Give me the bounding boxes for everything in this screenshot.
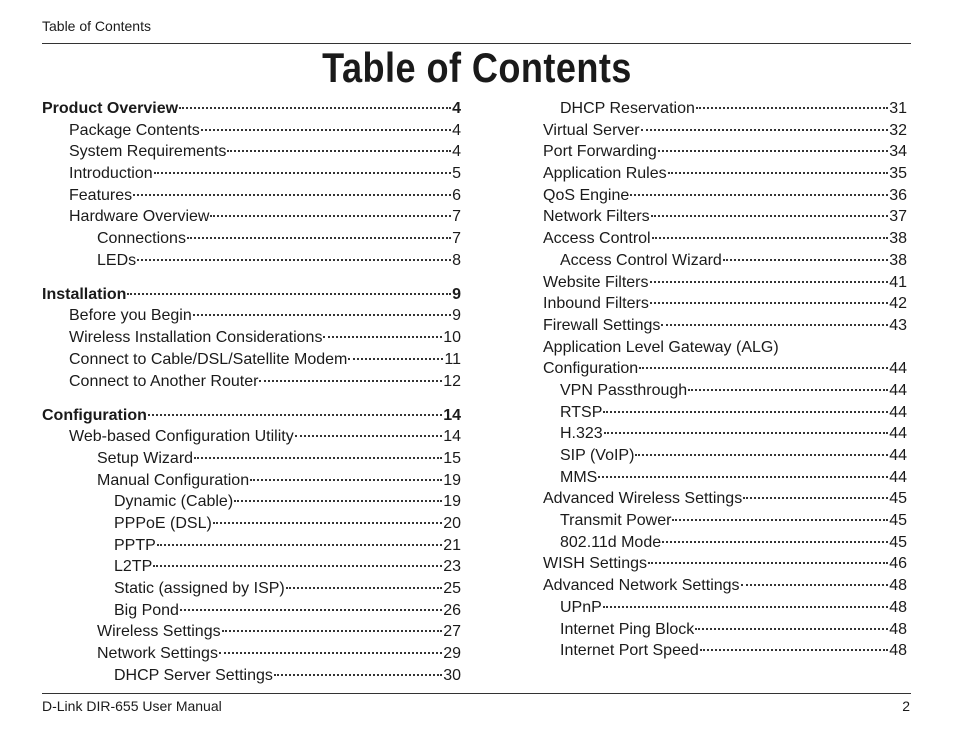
dot-leader — [153, 565, 442, 567]
dot-leader — [286, 587, 442, 589]
section-gap — [42, 392, 461, 404]
toc-entry[interactable] — [42, 513, 461, 535]
toc-entry[interactable] — [543, 402, 907, 424]
toc-entry[interactable] — [543, 553, 907, 575]
toc-entry[interactable] — [42, 448, 461, 470]
toc-entry-page: 38 — [889, 230, 907, 248]
toc-entry[interactable] — [42, 535, 461, 557]
dot-leader — [180, 609, 442, 611]
toc-entry[interactable] — [543, 163, 907, 185]
dot-leader — [250, 479, 442, 481]
toc-entry-label: DHCP Reservation — [560, 100, 695, 117]
toc-entry[interactable] — [42, 643, 461, 665]
toc-entry-label: Network Settings — [97, 645, 218, 663]
toc-entry[interactable] — [543, 380, 907, 402]
toc-entry[interactable] — [543, 488, 907, 510]
toc-entry-label: DHCP Server Settings — [114, 666, 273, 684]
dot-leader — [137, 259, 451, 261]
toc-entry-page: 9 — [452, 285, 461, 303]
toc-entry-label: Application Rules — [543, 165, 667, 183]
toc-entry-label: Connect to Cable/DSL/Satellite Modem — [69, 350, 348, 368]
toc-entry-label: Website Filters — [543, 273, 649, 291]
footer-rule — [42, 693, 911, 694]
dot-leader — [201, 129, 451, 131]
toc-entry[interactable] — [42, 327, 461, 349]
dot-leader — [348, 358, 443, 360]
dot-leader — [650, 281, 889, 283]
toc-entry-page: 10 — [443, 329, 461, 347]
dot-leader — [630, 194, 888, 196]
toc-entry-page: 12 — [443, 372, 461, 390]
footer-page-number: 2 — [902, 698, 910, 714]
toc-right-column — [543, 98, 907, 662]
toc-entry[interactable] — [543, 640, 907, 662]
toc-entry[interactable] — [543, 185, 907, 207]
toc-entry-page: 14 — [443, 406, 461, 424]
dot-leader — [604, 432, 889, 434]
toc-entry-page: 29 — [443, 645, 461, 663]
toc-entry-label: UPnP — [560, 598, 602, 616]
toc-entry-page: 41 — [889, 273, 907, 291]
toc-entry[interactable] — [543, 510, 907, 532]
dot-leader — [672, 519, 888, 521]
toc-entry[interactable] — [42, 405, 461, 427]
dot-leader — [688, 389, 888, 391]
dot-leader — [695, 628, 888, 630]
toc-entry[interactable] — [543, 120, 907, 142]
dot-leader — [668, 172, 889, 174]
toc-entry-label: Before you Begin — [69, 307, 192, 325]
toc-entry-label: Wireless Settings — [97, 623, 221, 641]
dot-leader — [603, 411, 888, 413]
toc-entry-page: 6 — [452, 186, 461, 204]
toc-entry-label: Installation — [42, 285, 127, 303]
toc-entry[interactable] — [42, 120, 461, 142]
toc-entry-page: 44 — [889, 425, 907, 443]
toc-entry-label: Inbound Filters — [543, 295, 649, 313]
footer-manual-title: D-Link DIR-655 User Manual — [42, 698, 222, 714]
toc-entry-label: Network Filters — [543, 208, 650, 226]
toc-entry[interactable] — [42, 621, 461, 643]
toc-entry[interactable] — [42, 305, 461, 327]
toc-entry-page: 20 — [443, 514, 461, 532]
toc-entry-label: Advanced Network Settings — [543, 577, 740, 595]
toc-entry-page: 7 — [452, 208, 461, 226]
toc-entry-page: 11 — [444, 350, 461, 368]
toc-entry[interactable] — [543, 575, 907, 597]
dot-leader — [222, 630, 443, 632]
toc-entry-page: 21 — [443, 536, 461, 554]
toc-entry[interactable] — [42, 185, 461, 207]
toc-entry-label: 802.11d Mode — [560, 533, 662, 551]
toc-entry[interactable] — [42, 556, 461, 578]
toc-entry[interactable] — [543, 423, 907, 445]
toc-entry-label: Access Control — [543, 230, 651, 248]
toc-entry-page: 31 — [889, 100, 907, 117]
toc-entry-page: 25 — [443, 580, 461, 598]
toc-entry-label: Package Contents — [69, 121, 200, 139]
dot-leader — [651, 215, 889, 217]
toc-entry[interactable] — [543, 619, 907, 641]
dot-leader — [219, 652, 442, 654]
toc-entry[interactable] — [543, 293, 907, 315]
dot-leader — [234, 500, 442, 502]
toc-entry-page: 48 — [889, 598, 907, 616]
toc-entry-page: 7 — [452, 230, 461, 248]
toc-entry-page: 36 — [889, 186, 907, 204]
toc-entry[interactable] — [42, 665, 461, 687]
dot-leader — [127, 293, 451, 295]
toc-entry-label: Configuration — [42, 406, 147, 424]
toc-entry-page: 30 — [443, 666, 461, 684]
toc-entry-page: 48 — [889, 642, 907, 660]
toc-entry-label: Firewall Settings — [543, 316, 661, 334]
section-gap — [42, 272, 461, 284]
toc-entry-label: Access Control Wizard — [560, 251, 722, 269]
toc-entry-page: 32 — [889, 121, 907, 139]
toc-entry-label: WISH Settings — [543, 555, 648, 573]
toc-entry-label: Virtual Server — [543, 121, 640, 139]
toc-entry[interactable] — [42, 141, 461, 163]
toc-entry-page: 35 — [889, 165, 907, 183]
toc-entry[interactable] — [42, 284, 461, 306]
toc-entry-page: 48 — [889, 577, 907, 595]
toc-entry[interactable] — [42, 206, 461, 228]
toc-entry[interactable] — [42, 371, 461, 393]
toc-entry-label: Dynamic (Cable) — [114, 493, 234, 511]
toc-entry[interactable] — [543, 445, 907, 467]
toc-entry[interactable] — [42, 426, 461, 448]
toc-entry[interactable] — [42, 578, 461, 600]
toc-entry[interactable] — [543, 250, 907, 272]
toc-entry[interactable] — [543, 315, 907, 337]
toc-entry-page: 42 — [889, 295, 907, 313]
toc-entry[interactable] — [42, 98, 461, 120]
toc-entry[interactable] — [42, 250, 461, 272]
dot-leader — [154, 172, 451, 174]
toc-entry-page: 4 — [452, 100, 461, 117]
toc-entry-label: Big Pond — [114, 601, 179, 619]
toc-entry-page: 46 — [889, 555, 907, 573]
toc-entry-page: 23 — [443, 558, 461, 576]
toc-entry-page: 9 — [452, 307, 461, 325]
toc-entry-label: MMS — [560, 468, 598, 486]
toc-entry-label: Setup Wizard — [97, 449, 194, 467]
toc-entry-page: 38 — [889, 251, 907, 269]
toc-entry-page: 44 — [889, 468, 907, 486]
toc-entry-page: 19 — [443, 493, 461, 511]
toc-entry[interactable] — [42, 163, 461, 185]
toc-entry-label: PPTP — [114, 536, 156, 554]
toc-entry-page: 8 — [452, 251, 461, 269]
toc-entry-label: Connections — [97, 230, 186, 248]
toc-entry-label: Hardware Overview — [69, 208, 210, 226]
dot-leader — [133, 194, 451, 196]
toc-entry-label: Advanced Wireless Settings — [543, 490, 743, 508]
dot-leader — [227, 150, 451, 152]
dot-leader — [662, 541, 888, 543]
toc-entry-label: Internet Ping Block — [560, 620, 695, 638]
dot-leader — [274, 674, 442, 676]
dot-leader — [723, 259, 888, 261]
dot-leader — [661, 324, 888, 326]
toc-entry-page: 27 — [443, 623, 461, 641]
toc-entry-page: 19 — [443, 471, 461, 489]
toc-entry-label: PPPoE (DSL) — [114, 514, 212, 532]
toc-entry-label: Transmit Power — [560, 512, 672, 530]
toc-entry[interactable] — [543, 206, 907, 228]
dot-leader — [194, 457, 442, 459]
dot-leader — [148, 414, 442, 416]
toc-entry-label: Connect to Another Router — [69, 372, 259, 390]
toc-entry-page: 43 — [889, 316, 907, 334]
dot-leader — [743, 497, 888, 499]
toc-entry-label: Internet Port Speed — [560, 642, 699, 660]
dot-leader — [700, 649, 888, 651]
toc-entry-label: H.323 — [560, 425, 603, 443]
toc-entry[interactable] — [543, 597, 907, 619]
dot-leader — [650, 302, 888, 304]
toc-entry[interactable] — [543, 467, 907, 489]
toc-entry-label: Application Level Gateway (ALG) — [543, 338, 779, 356]
toc-entry-label: RTSP — [560, 403, 603, 421]
dot-leader — [652, 237, 889, 239]
dot-leader — [259, 380, 442, 382]
toc-entry-label: Wireless Installation Considerations — [69, 329, 323, 347]
dot-leader — [603, 606, 888, 608]
toc-entry-page: 4 — [452, 143, 461, 161]
toc-entry-label: Manual Configuration — [97, 471, 250, 489]
dot-leader — [323, 336, 442, 338]
toc-entry-page: 45 — [889, 533, 907, 551]
toc-entry[interactable] — [42, 470, 461, 492]
toc-entry[interactable] — [543, 141, 907, 163]
toc-entry[interactable] — [42, 491, 461, 513]
dot-leader — [295, 435, 443, 437]
toc-entry-page: 48 — [889, 620, 907, 638]
toc-entry-page: 44 — [889, 360, 907, 378]
dot-leader — [179, 107, 451, 109]
dot-leader — [658, 150, 888, 152]
toc-entry-page: 5 — [452, 165, 461, 183]
toc-entry-label: Introduction — [69, 165, 153, 183]
toc-entry-page: 14 — [443, 428, 461, 446]
toc-entry-page: 15 — [443, 449, 461, 467]
toc-entry[interactable] — [543, 532, 907, 554]
toc-entry[interactable] — [42, 349, 461, 371]
toc-entry[interactable] — [543, 228, 907, 250]
dot-leader — [210, 215, 451, 217]
toc-entry-page: 4 — [452, 121, 461, 139]
dot-leader — [213, 522, 442, 524]
toc-entry[interactable] — [543, 272, 907, 294]
toc-entry-label: System Requirements — [69, 143, 227, 161]
toc-entry-page: 26 — [443, 601, 461, 619]
dot-leader — [635, 454, 888, 456]
toc-entry-label: Web-based Configuration Utility — [69, 428, 294, 446]
toc-entry-label: Port Forwarding — [543, 143, 657, 161]
toc-entry[interactable] — [543, 337, 907, 359]
toc-entry[interactable] — [42, 228, 461, 250]
toc-entry-label: Features — [69, 186, 133, 204]
toc-entry[interactable] — [42, 600, 461, 622]
toc-entry-label: VPN Passthrough — [560, 381, 688, 399]
toc-entry-label: QoS Engine — [543, 186, 630, 204]
dot-leader — [648, 562, 888, 564]
toc-entry-page: 45 — [889, 512, 907, 530]
toc-left-column — [42, 98, 461, 686]
dot-leader — [157, 544, 442, 546]
toc-entry-page: 34 — [889, 143, 907, 161]
page-title: Table of Contents — [322, 44, 632, 91]
toc-entry-page: 37 — [889, 208, 907, 226]
dot-leader — [641, 129, 889, 131]
toc-entry-page: 45 — [889, 490, 907, 508]
running-header: Table of Contents — [42, 18, 151, 34]
dot-leader — [741, 584, 889, 586]
toc-entry[interactable] — [543, 98, 907, 120]
dot-leader — [193, 314, 451, 316]
dot-leader — [696, 107, 888, 109]
toc-entry-page: 44 — [889, 381, 907, 399]
toc-entry[interactable] — [543, 358, 907, 380]
toc-entry-page: 44 — [889, 403, 907, 421]
toc-entry-label: LEDs — [97, 251, 137, 269]
toc-entry-label: SIP (VoIP) — [560, 447, 635, 464]
dot-leader — [187, 237, 451, 239]
toc-entry-page: 44 — [889, 447, 907, 464]
toc-entry-label: Static (assigned by ISP) — [114, 580, 285, 598]
dot-leader — [639, 367, 888, 369]
toc-entry-label: Product Overview — [42, 100, 179, 117]
dot-leader — [598, 476, 888, 478]
toc-entry-label: L2TP — [114, 558, 153, 576]
toc-entry-label: Configuration — [543, 360, 639, 378]
